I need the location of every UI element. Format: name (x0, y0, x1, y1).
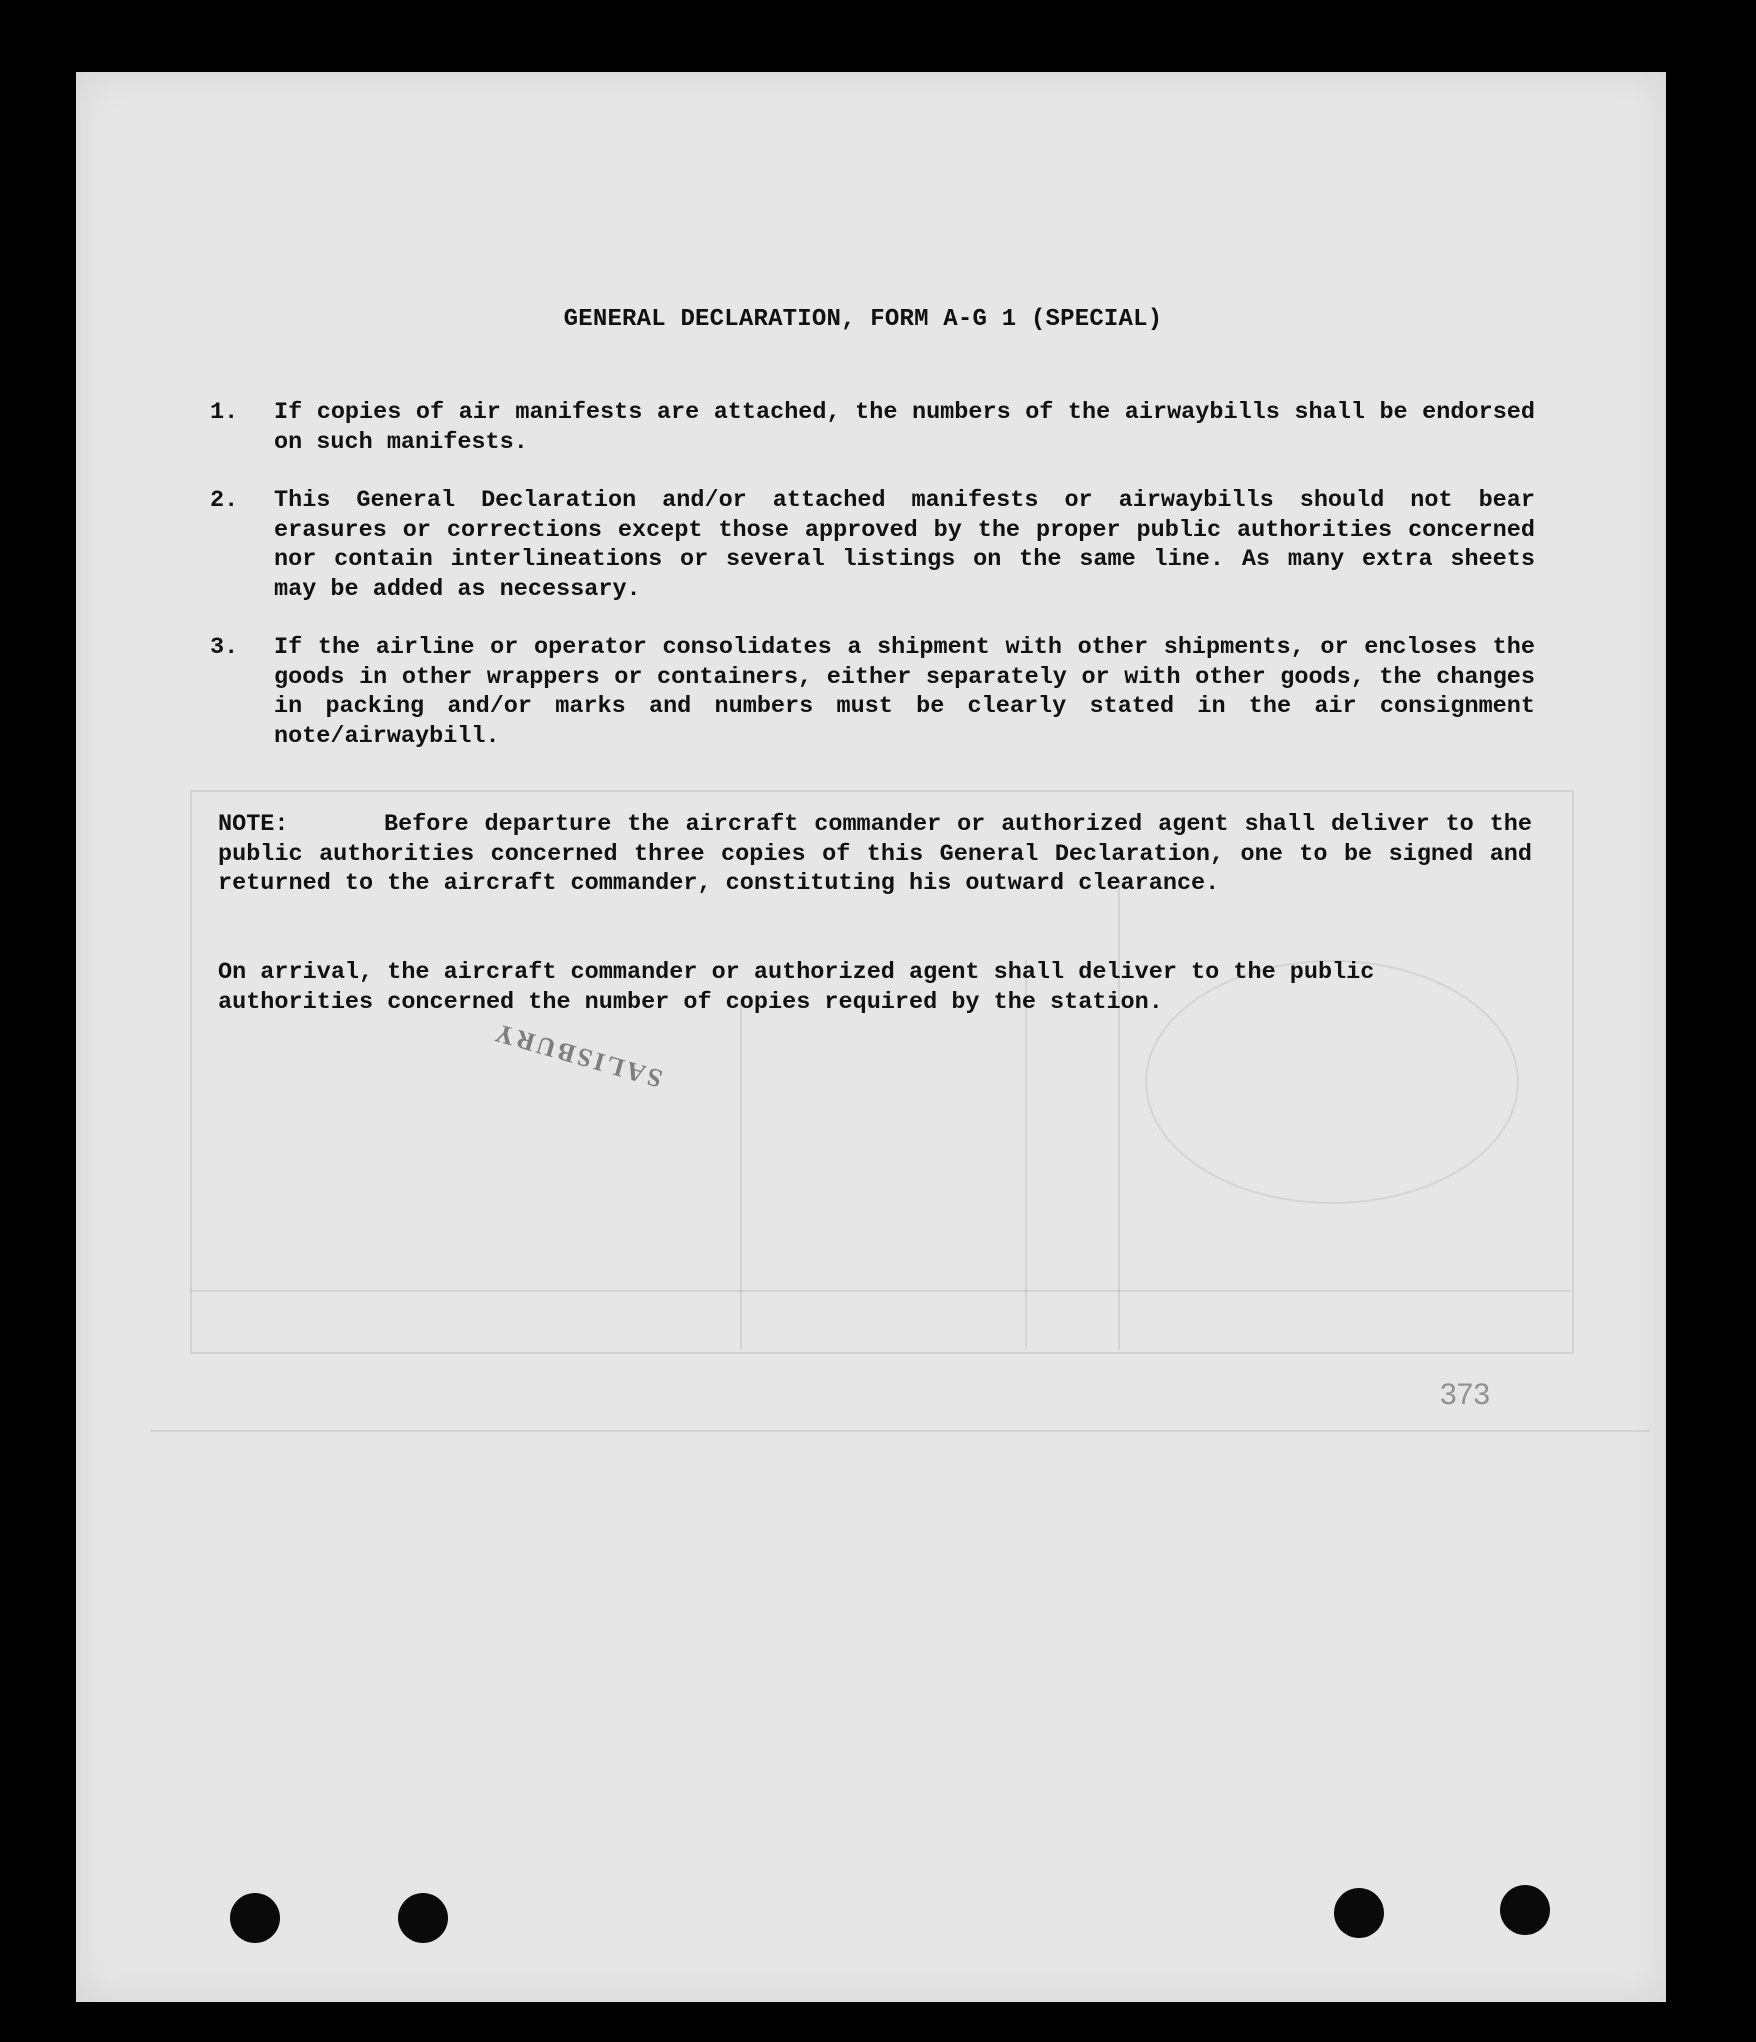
note-label: NOTE: (218, 811, 289, 838)
note-text: Before departure the aircraft commander or authorized agent shall deliver to the public authorities concerned three copies of this General Declaration, one to be signed and returned to the aircraft commander, constituting his outward clearance. (218, 811, 1532, 897)
item-text: If the airline or operator consolidates a shipment with other shipments, or encloses the goods in other wrappers or containers, either separately or with other goods, the changes in packing and/or marks and numbers must be clearly stated in the air consignment note/airwaybill. (274, 634, 1535, 750)
punch-hole (1334, 1888, 1384, 1938)
punch-hole (1500, 1885, 1550, 1935)
item-number: 3. (210, 634, 239, 661)
item-number: 2. (210, 487, 239, 514)
document-title: GENERAL DECLARATION, FORM A-G 1 (SPECIAL) (563, 306, 1163, 333)
reversed-stamp: SALISBURY (489, 1017, 666, 1094)
note-paragraph (218, 810, 1532, 899)
instruction-item (210, 398, 1535, 457)
item-number: 1. (210, 399, 239, 426)
marginal-number: 373 (1440, 1378, 1491, 1411)
punch-hole (398, 1893, 448, 1943)
punch-hole (230, 1893, 280, 1943)
arrival-paragraph: On arrival, the aircraft commander or authorized agent shall deliver to the public authorities concerned the number of copies required by the station. (218, 959, 1375, 1016)
instruction-item (210, 633, 1535, 751)
item-text: This General Declaration and/or attached manifests or airwaybills should not bear erasures or corrections except those approved by the proper public authorities concerned nor contain interlineations or several listings on the same line. As many extra sheets may be added as necessary. (274, 487, 1535, 603)
item-text: If copies of air manifests are attached, the numbers of the airwaybills shall be endorsed on such manifests. (274, 399, 1535, 456)
instruction-item (210, 486, 1535, 604)
